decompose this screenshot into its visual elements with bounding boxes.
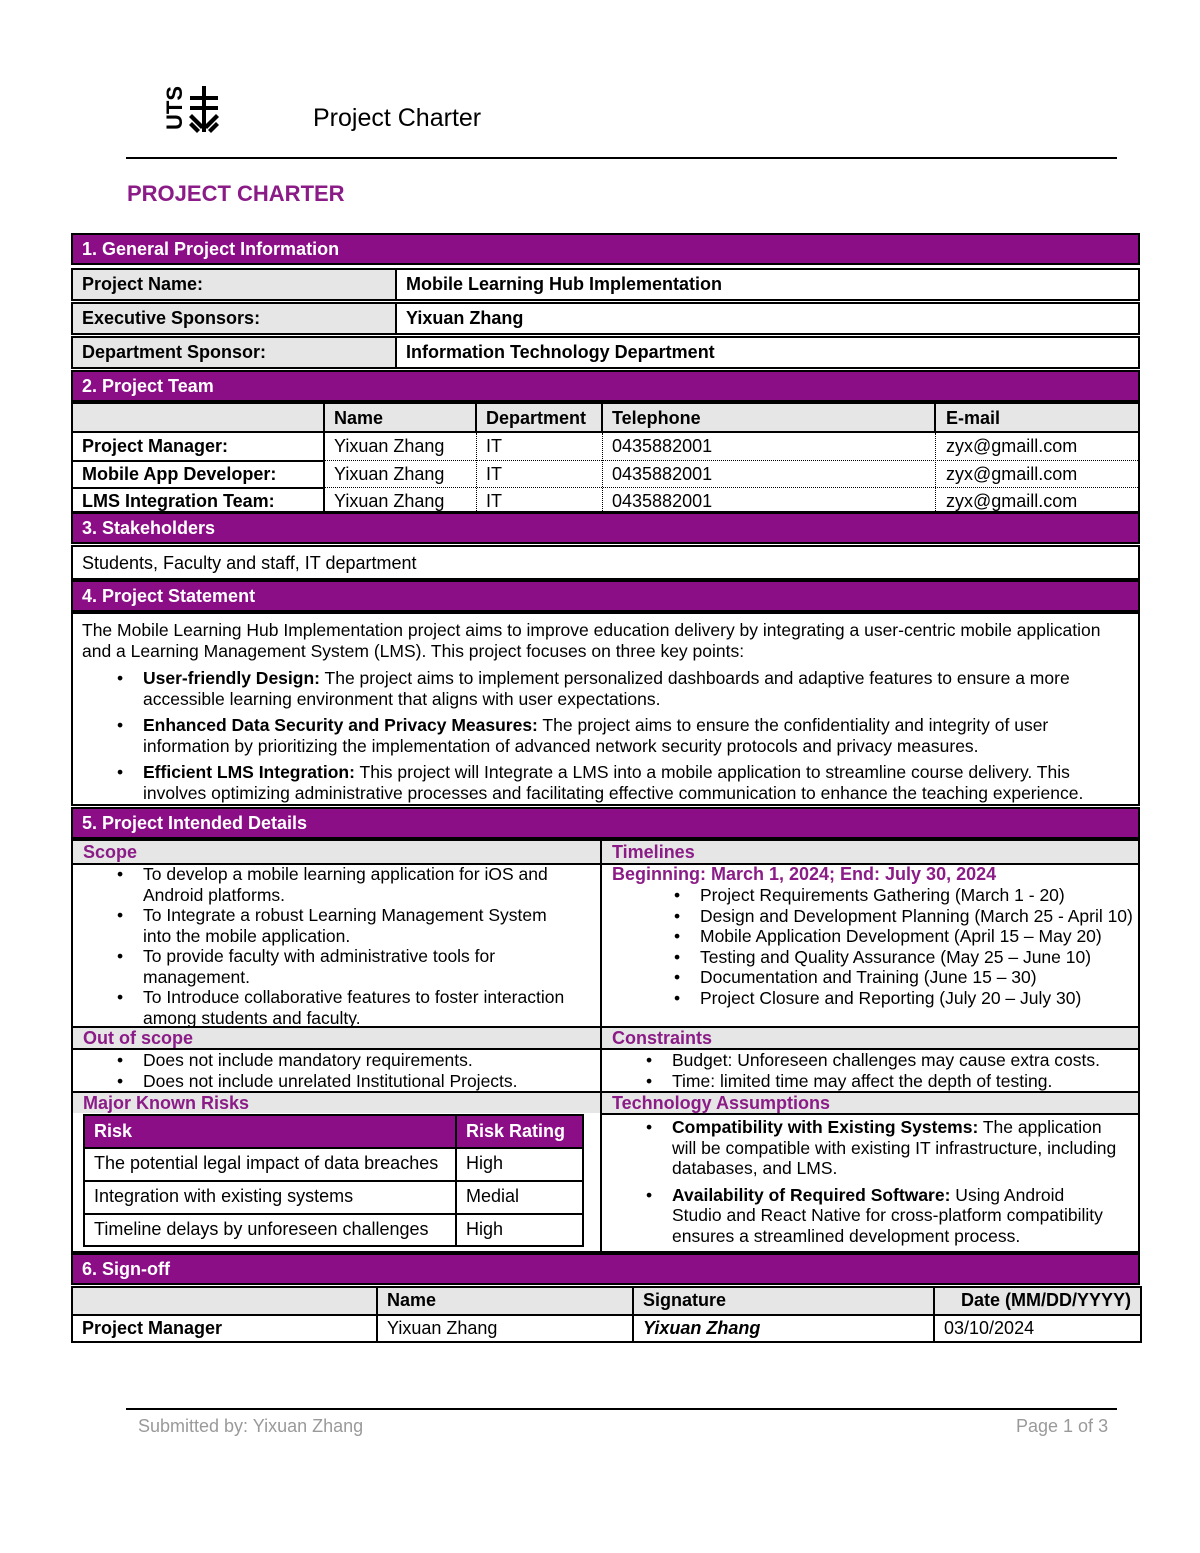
tech-list bbox=[602, 1117, 1138, 1246]
charter-form bbox=[71, 233, 1144, 1343]
scope-list bbox=[73, 864, 600, 1028]
out-of-scope-item: • Does not include mandatory requirements. bbox=[73, 1050, 600, 1071]
stakeholders-text: Students, Faculty and staff, IT department bbox=[82, 553, 417, 573]
general-label: Department Sponsor: bbox=[73, 338, 395, 367]
timeline-item: • Testing and Quality Assurance (May 25 – June 10) bbox=[630, 947, 1138, 968]
risk-table bbox=[83, 1114, 584, 1247]
team-member-telephone: 0435882001 bbox=[612, 464, 713, 484]
timeline-range: Beginning: March 1, 2024; End: July 30, 2024 bbox=[612, 864, 997, 884]
signoff-col-name: Name bbox=[387, 1290, 437, 1310]
timelines-heading: Timelines bbox=[612, 842, 695, 862]
team-role: Mobile App Developer: bbox=[82, 464, 277, 484]
section-signoff-heading: 6. Sign-off bbox=[71, 1253, 1140, 1285]
risk-description: Timeline delays by unforeseen challenges bbox=[94, 1219, 429, 1239]
section-general-heading: 1. General Project Information bbox=[71, 233, 1140, 265]
general-row bbox=[71, 336, 1140, 369]
team-member-department: IT bbox=[486, 436, 502, 456]
statement-points bbox=[73, 668, 1133, 803]
point-title: Enhanced Data Security and Privacy Measures: bbox=[143, 715, 538, 735]
timeline-item: • Mobile Application Development (April 15 – May 20) bbox=[630, 926, 1138, 947]
tech-item: • Availability of Required Software: Using Android Studio and React Native for cross-platform compatibility ensures a streamlined development process. bbox=[602, 1185, 1138, 1247]
general-label: Executive Sponsors: bbox=[73, 304, 395, 333]
tech-heading: Technology Assumptions bbox=[612, 1093, 831, 1113]
scope-item: • To Introduce collaborative features to foster interaction among students and faculty. bbox=[73, 987, 600, 1028]
point-title: Efficient LMS Integration: bbox=[143, 762, 355, 782]
constraints-heading: Constraints bbox=[612, 1028, 713, 1048]
timeline-item: • Design and Development Planning (March 25 - April 10) bbox=[630, 906, 1138, 927]
scope-heading: Scope bbox=[83, 842, 138, 862]
out-of-scope-item: • Does not include unrelated Institutional Projects. bbox=[73, 1071, 600, 1092]
signoff-role: Project Manager bbox=[82, 1318, 223, 1338]
signoff-signature: Yixuan Zhang bbox=[643, 1318, 761, 1338]
team-col-telephone: Telephone bbox=[612, 408, 701, 428]
risk-description: The potential legal impact of data breaches bbox=[94, 1153, 439, 1173]
executive-sponsor-value: Yixuan Zhang bbox=[406, 308, 524, 328]
scope-item: • To provide faculty with administrative tools for management. bbox=[73, 946, 600, 987]
statement-point bbox=[73, 668, 1133, 709]
out-of-scope-heading: Out of scope bbox=[83, 1028, 194, 1048]
team-col-department: Department bbox=[486, 408, 587, 428]
section-statement-heading: 4. Project Statement bbox=[71, 580, 1140, 612]
out-of-scope-list bbox=[73, 1050, 600, 1091]
statement-intro-line: The Mobile Learning Hub Implementation project aims to improve education delivery by integrating a user-centric mobile application bbox=[82, 620, 1101, 640]
signoff-date: 03/10/2024 bbox=[944, 1318, 1035, 1338]
team-col-email: E-mail bbox=[946, 408, 1001, 428]
signoff-col-date: Date (MM/DD/YYYY) bbox=[960, 1290, 1131, 1310]
team-member-department: IT bbox=[486, 491, 502, 511]
team-member-email[interactable]: zyx@gmaill.com bbox=[946, 464, 1078, 484]
team-member-department: IT bbox=[486, 464, 502, 484]
team-member-telephone: 0435882001 bbox=[612, 436, 713, 456]
team-role: Project Manager: bbox=[82, 436, 229, 456]
footer-page-number: Page 1 of 3 bbox=[1016, 1416, 1109, 1436]
statement-intro-line: and a Learning Management System (LMS). This project focuses on three key points: bbox=[82, 640, 745, 661]
point-title: User-friendly Design: bbox=[143, 668, 320, 688]
footer-rule bbox=[126, 1408, 1117, 1410]
risk-rating: High bbox=[466, 1153, 504, 1173]
risk-col-risk: Risk bbox=[85, 1116, 455, 1147]
general-label: Project Name: bbox=[73, 270, 395, 299]
tech-item: • Compatibility with Existing Systems: The application will be compatible with existing IT infrastructure, including databases, and LMS. bbox=[602, 1117, 1138, 1179]
signoff-table bbox=[71, 1286, 1142, 1343]
team-col-name: Name bbox=[334, 408, 384, 428]
risk-description: Integration with existing systems bbox=[94, 1186, 354, 1206]
scope-item: • To Integrate a robust Learning Management System into the mobile application. bbox=[73, 905, 600, 946]
statement-intro bbox=[82, 620, 1132, 661]
doc-header-title: Project Charter bbox=[313, 104, 482, 132]
point-text: information by prioritizing the implementation of advanced network security protocols and privacy measures. bbox=[143, 735, 979, 756]
signoff-col-signature: Signature bbox=[643, 1290, 727, 1310]
team-role: LMS Integration Team: bbox=[82, 491, 275, 511]
section-stakeholders-heading: 3. Stakeholders bbox=[71, 512, 1140, 544]
uts-logo bbox=[160, 84, 224, 136]
section-team-heading: 2. Project Team bbox=[71, 370, 1140, 402]
section-details-heading: 5. Project Intended Details bbox=[71, 807, 1140, 839]
constraints-list bbox=[602, 1050, 1138, 1091]
risk-col-rating: Risk Rating bbox=[457, 1116, 582, 1147]
department-sponsor-value: Information Technology Department bbox=[406, 342, 715, 362]
timeline-item: • Project Closure and Reporting (July 20 – July 30) bbox=[630, 988, 1138, 1009]
team-member-name: Yixuan Zhang bbox=[334, 436, 445, 456]
point-text: The project aims to implement personalized dashboards and adaptive features to ensure a more bbox=[319, 668, 1070, 688]
stakeholders-box bbox=[71, 545, 1140, 580]
point-text: accessible learning environment that aligns with user expectations. bbox=[143, 688, 661, 709]
point-text: The project aims to ensure the confidentiality and integrity of user bbox=[537, 715, 1049, 735]
team-member-name: Yixuan Zhang bbox=[334, 464, 445, 484]
constraints-item: • Time: limited time may affect the depth of testing. bbox=[602, 1071, 1138, 1092]
point-text: This project will Integrate a LMS into a mobile application to streamline course delivery. This bbox=[354, 762, 1070, 782]
team-table bbox=[71, 402, 1140, 513]
charter-title: PROJECT CHARTER bbox=[127, 181, 345, 206]
timeline-item: • Project Requirements Gathering (March 1 - 20) bbox=[630, 885, 1138, 906]
risk-rating: High bbox=[466, 1219, 504, 1239]
general-row bbox=[71, 268, 1140, 301]
scope-item: • To develop a mobile learning application for iOS and Android platforms. bbox=[73, 864, 600, 905]
logo-text: UTS bbox=[162, 86, 187, 130]
header-rule bbox=[126, 157, 1117, 159]
team-member-name: Yixuan Zhang bbox=[334, 491, 445, 511]
statement-point bbox=[73, 715, 1133, 756]
general-row bbox=[71, 302, 1140, 335]
constraints-item: • Budget: Unforeseen challenges may cause extra costs. bbox=[602, 1050, 1138, 1071]
signoff-name: Yixuan Zhang bbox=[387, 1318, 498, 1338]
timeline-list bbox=[630, 885, 1138, 1008]
risk-rating: Medial bbox=[466, 1186, 520, 1206]
project-name-value: Mobile Learning Hub Implementation bbox=[406, 274, 723, 294]
statement-box bbox=[71, 612, 1140, 806]
timeline-item: • Documentation and Training (June 15 – 30) bbox=[630, 967, 1138, 988]
team-member-email[interactable]: zyx@gmaill.com bbox=[946, 491, 1078, 511]
details-box bbox=[71, 839, 1140, 1253]
footer-submitted: Submitted by: Yixuan Zhang bbox=[138, 1416, 364, 1436]
team-member-email[interactable]: zyx@gmaill.com bbox=[946, 436, 1078, 456]
risks-heading: Major Known Risks bbox=[83, 1093, 250, 1113]
statement-point bbox=[73, 762, 1133, 803]
team-member-telephone: 0435882001 bbox=[612, 491, 713, 511]
point-text: involves optimizing administrative processes and facilitating effective communication to enhance the teaching experience. bbox=[143, 782, 1084, 803]
